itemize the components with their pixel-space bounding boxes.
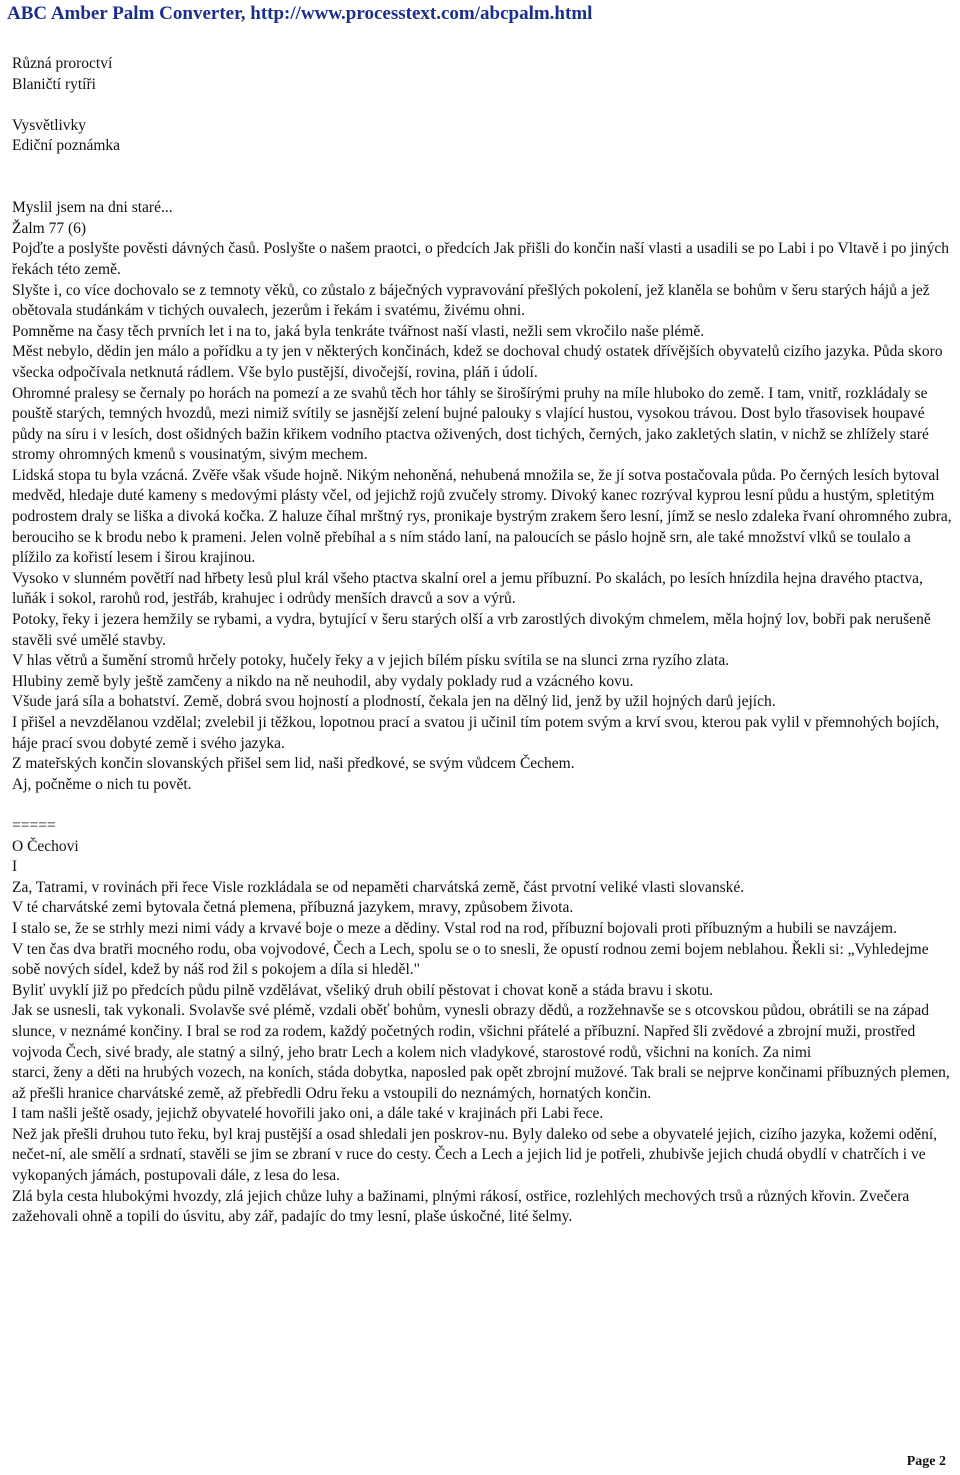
paragraph: Měst nebylo, dědin jen málo a pořídku a ty jen v některých končinách, kdež se dochoval chudý ostatek dřívějších obyvatelů cizího jazyka. Půda skoro všecka odpočívala netknutá rádlem. Vše bylo pustější, divočejší, rovina, pláň i údolí. xyxy=(12,343,943,381)
contents-entry: Vysvětlivky xyxy=(12,116,87,134)
paragraph: Zlá byla cesta hlubokými hvozdy, zlá jejich chůze luhy a bažinami, plnými rákosí, ostřice, rozlehlých mechových trsů a různých křovin. Zvečera zažehovali ohně a topili do úsvitu, aby zář, padajíc do tmy lesní, plaše úskočné, lité šelmy. xyxy=(12,1187,910,1226)
spacer xyxy=(12,95,952,116)
paragraph: Byliť uvyklí již po předcích půdu pilně vzdělávat, všeliký druh obilí pěstovat i chovat koně a stáda bravu i skotu. xyxy=(12,981,713,999)
paragraph: Jak se usnesli, tak vykonali. Svolavše své plémě, vzdali oběť bohům, vynesli obrazy dědů, a rozžehnavše se s otcovskou půdou, obrátili se na západ slunce, v neznámé končiny. I bral se rod za rodem, každý početných rodin, všichni přátelé a příbuzní. Napřed šli zvědové a zbrojní muži, prostřed vojvoda Čech, sivé brady, ale statný a silný, jeho bratr Lech a kolem nich vladykové, starostové rodů, všichni na koních. Za nimi xyxy=(12,1002,930,1061)
document-body xyxy=(12,54,952,1228)
paragraph: Pojďte a poslyšte pověsti dávných časů. Poslyšte o našem praotci, o předcích Jak přišli do končin naší vlasti a usadili se po Labi i po Vltavě i po jiných řekách této země. xyxy=(12,240,949,278)
chapter-title: O Čechovi xyxy=(12,837,79,855)
converter-header: ABC Amber Palm Converter, http://www.processtext.com/abcpalm.html xyxy=(7,3,593,24)
paragraph: Než jak přešli druhou tuto řeku, byl kraj pustější a osad shledali jen poskrov-nu. Byly daleko od sebe a obyvatelé jejich, cizího jazyka, kožemi odění, nečet-ní, ale smělí a srdnatí, stavěli se jim se zbraní v ruce do cesty. Čech a Lech a jejich lid je potřeli, zhubivše jejich chudá obydlí v chatrčích i ve vykopaných jámách, postupovali dále, z lesa do lesa. xyxy=(12,1125,938,1185)
contents-entry: Ediční poznámka xyxy=(12,137,121,155)
paragraph: Z mateřských končin slovanských přišel sem lid, naši předkové, se svým vůdcem Čechem. xyxy=(12,755,575,773)
paragraph: V té charvátské zemi bytovala četná plemena, příbuzná jazykem, mravy, způsobem života. xyxy=(12,899,574,917)
paragraph: Za, Tatrami, v rovinách při řece Visle rozkládala se od nepaměti charvátská země, část prvotní veliké vlasti slovanské. xyxy=(12,878,745,896)
paragraph: I tam našli ještě osady, jejichž obyvatelé hovořili jako oni, a dále také v krajinách při Labi řece. xyxy=(12,1105,604,1123)
spacer xyxy=(12,157,952,178)
motto-source: Žalm 77 (6) xyxy=(12,219,87,237)
paragraph: starci, ženy a děti na hrubých vozech, na koních, stáda dobytka, naposled pak opět zbrojní mužové. Tak brali se nejprve končinami příbuzných plemen, až přešli hranice charvátské země, až přebředli Odru řeku a vstoupili do neznámých, hornatých končin. xyxy=(12,1064,950,1102)
paragraph: Slyšte i, co více dochovalo se z temnoty věků, co zůstalo z báječných vypravování přešlých pokolení, jež klaněla se bohům v šeru starých hájů a jež obětovala studánkám v tichých ouvalech, jezerům i řekám i svatému, živému ohni. xyxy=(12,281,930,320)
page-number: Page 2 xyxy=(906,1454,946,1469)
paragraph: Lidská stopa tu byla vzácná. Zvěře však všude hojně. Nikým nehoněná, nehubená množila se, že jí sotva postačovala půda. Po černých lesích bytoval medvěd, hledaje duté kameny s medovými plásty včel, od jejichž rojů zvučely stromy. Divoký kanec rozrýval kyprou lesní půdu a hustým, spletitým podrostem draly se liška a divoká kočka. Z haluze číhal mrštný rys, pronikaje bystrým zrakem šero lesní, jímž se neslo zdaleka řvaní ohromného zubra, berouciho se k brodu nebo k prameni. Jelen volně přebíhal a s ním stádo laní, na paloucích se páslo hojně srn, ale také množství vlků se toulalo a plížilo za kořistí lesem i širou krajinou. xyxy=(12,466,952,567)
spacer xyxy=(12,795,952,816)
section-separator: ===== xyxy=(12,816,56,834)
paragraph: I přišel a nevzdělanou vzdělal; zvelebil ji těžkou, lopotnou prací a svatou ji učinil tím potem svým a krví svou, kterou pak vylil v přemnohých bojích, háje prací svou dobyté země i svého jazyka. xyxy=(12,714,940,752)
paragraph: Pomněme na časy těch prvních let i na to, jaká byla tenkráte tvářnost naší vlasti, nežli sem vkročilo naše plémě. xyxy=(12,322,705,340)
paragraph: Aj, počněme o nich tu povět. xyxy=(12,775,192,793)
paragraph: V hlas větrů a šumění stromů hrčely potoky, hučely řeky a v jejich bílém písku svítila se na slunci zrna ryzího zlata. xyxy=(12,652,730,670)
contents-entry: Různá proroctví xyxy=(12,55,113,72)
paragraph: Vysoko v slunném povětří nad hřbety lesů plul král všeho ptactva skalní orel a jemu příbuzní. Po skalách, po lesích hnízdila hejna dravého ptactva, luňák i sokol, rarohů rod, jestřáb, krahujec i odrůdy menších dravců a sov a výrů. xyxy=(12,569,923,608)
motto-text: Myslil jsem na dni staré... xyxy=(12,199,173,217)
contents-entry: Blaničtí rytíři xyxy=(12,75,96,93)
spacer xyxy=(12,178,952,199)
paragraph: Ohromné pralesy se černaly po horách na pomezí a ze svahů těch hor táhly se širošírými pruhy na míle hluboko do země. I tam, vnitř, rozkládaly se pouště starých, temných hvozdů, mezi nimiž svítily se jasnější zelení bujné palouky s vlající hustou, vysokou trávou. Dost bylo třasovisek houpavé půdy na síru i v lesích, dost ošidných bažin křikem vodního ptactva oživených, dost tichých, černých, jako zakletých slatin, v nichž se zhlížely staré stromy ohromných kmenů s vousinatým, sivým mechem. xyxy=(12,384,929,464)
paragraph: Hlubiny země byly ještě zamčeny a nikdo na ně neuhodil, aby vydaly poklady rud a vzácného kovu. xyxy=(12,672,634,690)
paragraph: V ten čas dva bratři mocného rodu, oba vojvodové, Čech a Lech, spolu se o to snesli, že opustí rodnou zemi bojem neblahou. Řekli si: „Vyhledejme sobě nových sídel, kdež by náš rod žil s pokojem a díla si hleděl." xyxy=(12,940,929,979)
paragraph: Všude jará síla a bohatství. Země, dobrá svou hojností a plodností, čekala jen na dělný lid, jenž by užil hojných darů jejích. xyxy=(12,693,776,711)
paragraph: Potoky, řeky i jezera hemžily se rybami, a vydra, bytující v šeru starých olší a vrb zarostlých divokým chmelem, měla hojný lov, bobři pak nerušeně stavěli své umělé stavby. xyxy=(12,611,931,649)
chapter-number: I xyxy=(12,858,18,876)
paragraph: I stalo se, že se strhly mezi nimi vády a krvavé boje o meze a dědiny. Vstal rod na rod, příbuzní bojovali proti příbuzným a hubili se navzájem. xyxy=(12,919,897,937)
